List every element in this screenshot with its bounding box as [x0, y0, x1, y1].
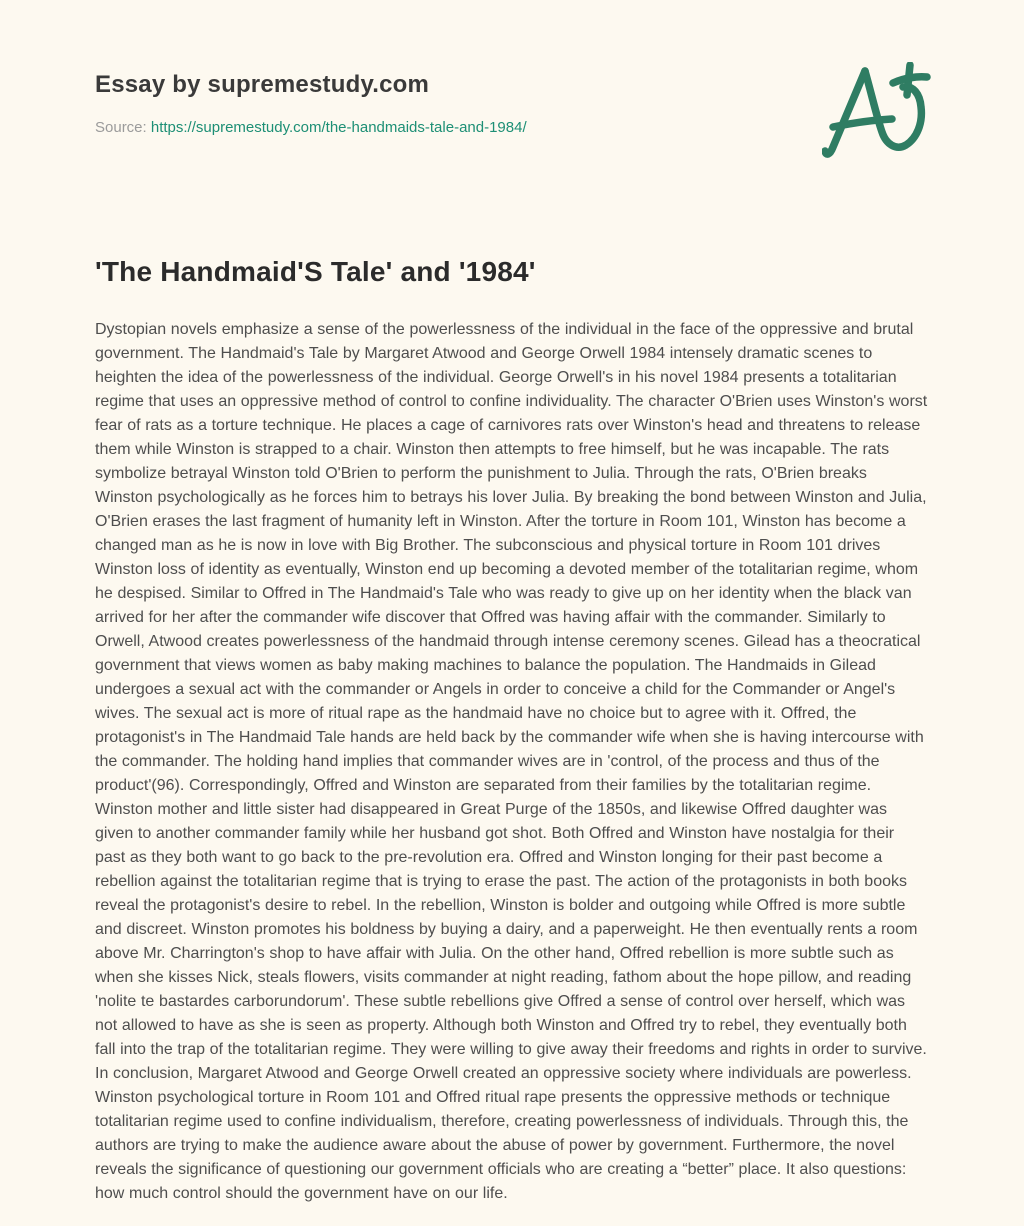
source-url-link[interactable]: https://supremestudy.com/the-handmaids-tale-and-1984/	[150, 119, 527, 136]
page-header	[95, 70, 929, 138]
essay-body-text: Dystopian novels emphasize a sense of the powerlessness of the individual in the face of the oppressive and brutal government. The Handmaid's Tale by Margaret Atwood and George Orwell 1984 intensely dramatic scenes to heighten the idea of the powerlessness of the individual. George Orwell's in his novel 1984 presents a totalitarian regime that uses an oppressive method of control to confine individuality. The character O'Brien uses Winston's worst fear of rats as a torture technique. He places a cage of carnivores rats over Winston's head and threatens to release them while Winston is strapped to a chair. Winston then attempts to free himself, but he was incapable. The rats symbolize betrayal Winston told O'Brien to perform the punishment to Julia. Through the rats, O'Brien breaks Winston psychologically as he forces him to betrays his lover Julia. By breaking the bond between Winston and Julia, O'Brien erases the last fragment of humanity left in Winston. After the torture in Room 101, Winston has become a changed man as he is now in love with Big Brother. The subconscious and physical torture in Room 101 drives Winston loss of identity as eventually, Winston end up becoming a devoted member of the totalitarian regime, whom he despised. Similar to Offred in The Handmaid's Tale who was ready to give up on her identity when the black van arrived for her after the commander wife discover that Offred was having affair with the commander. Similarly to Orwell, Atwood creates powerlessness of the handmaid through intense ceremony scenes. Gilead has a theocratical government that views women as baby making machines to balance the population. The Handmaids in Gilead undergoes a sexual act with the commander or Angels in order to conceive a child for the Commander or Angel's wives. The sexual act is more of ritual rape as the handmaid have no choice but to agree with it. Offred, the protagonist's in The Handmaid Tale hands are held back by the commander wife when she is having intercourse with the commander. The holding hand implies that commander wives are in 'control, of the process and thus of the product'(96). Correspondingly, Offred and Winston are separated from their families by the totalitarian regime. Winston mother and little sister had disappeared in Great Purge of the 1850s, and likewise Offred daughter was given to another commander family while her husband got shot. Both Offred and Winston have nostalgia for their past as they both want to go back to the pre-revolution era. Offred and Winston longing for their past become a rebellion against the totalitarian regime that is trying to erase the past. The action of the protagonists in both books reveal the protagonist's desire to rebel. In the rebellion, Winston is bolder and outgoing while Offred is more subtle and discreet. Winston promotes his boldness by buying a dairy, and a paperweight. He then eventually rents a room above Mr. Charrington's shop to have affair with Julia. On the other hand, Offred rebellion is more subtle such as when she kisses Nick, steals flowers, visits commander at night reading, fathom about the hope pillow, and reading 'nolite te bastardes carborundorum'. These subtle rebellions give Offred a sense of control over herself, which was not allowed to have as she is seen as property. Although both Winston and Offred try to rebel, they eventually both fall into the trap of the totalitarian regime. They were willing to give away their freedoms and rights in order to survive. In conclusion, Margaret Atwood and George Orwell created an oppressive society where individuals are powerless. Winston psychological torture in Room 101 and Offred ritual rape presents the oppressive methods or technique totalitarian regime used to confine individualism, therefore, creating powerlessness of individuals. Through this, the authors are trying to make the audience aware about the abuse of power by government. Furthermore, the novel reveals the significance of questioning our government officials who are creating a “better” place. It also questions: how much control should the government have on our life.	[95, 320, 928, 1202]
a-plus-logo-icon	[822, 62, 932, 160]
essay-title: 'The Handmaid'S Tale' and '1984'	[95, 256, 536, 287]
source-label: Source:	[95, 119, 147, 136]
site-heading: Essay by supremestudy.com	[95, 71, 430, 98]
source-line	[95, 117, 929, 138]
